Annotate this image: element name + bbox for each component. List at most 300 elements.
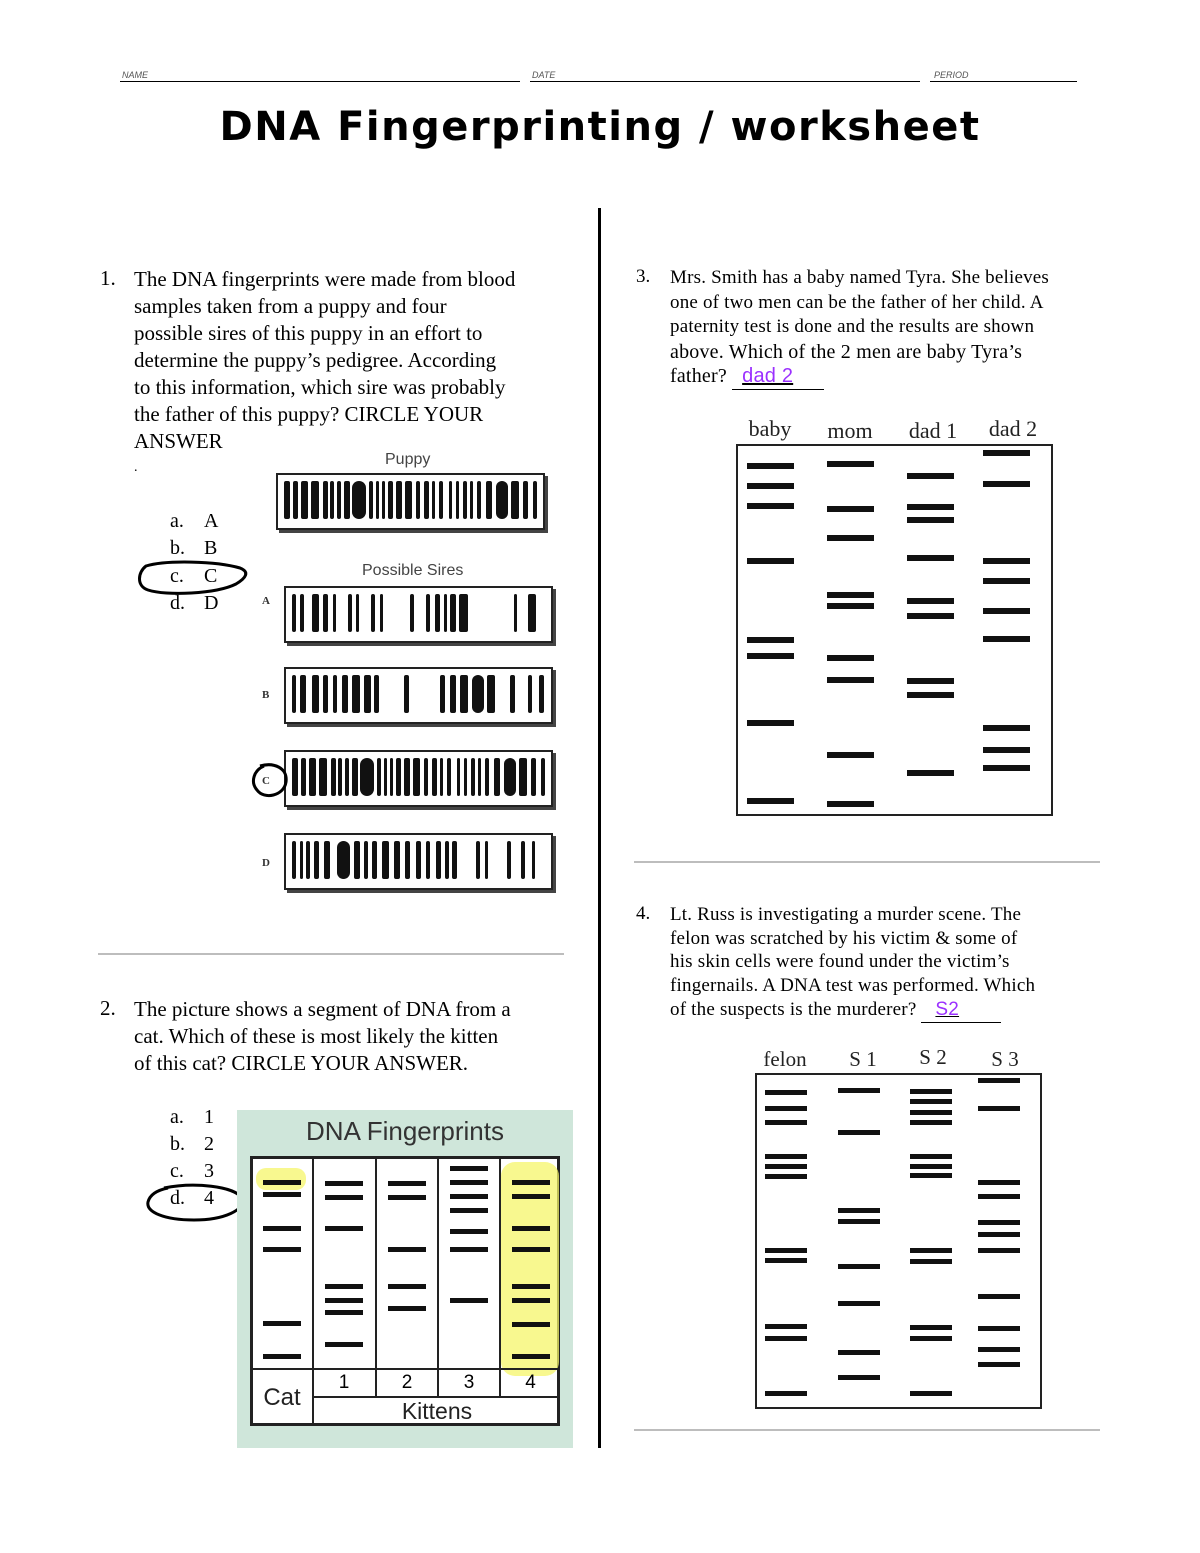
sire-a-band bbox=[410, 594, 414, 632]
q3-band-dad2 bbox=[983, 765, 1030, 771]
cat-band-k4 bbox=[512, 1354, 550, 1359]
sire-a-band bbox=[514, 594, 517, 632]
q2-line: The picture shows a segment of DNA from a bbox=[134, 997, 511, 1021]
puppy-band bbox=[396, 481, 402, 519]
q1-number: 1. bbox=[100, 266, 116, 290]
sire-d-band bbox=[445, 841, 449, 879]
q3-line: one of two men can be the father of her child. A bbox=[670, 291, 1044, 313]
q4-band-s3 bbox=[978, 1347, 1020, 1352]
q4-band-s2 bbox=[910, 1325, 952, 1330]
sire-d-band bbox=[416, 841, 421, 879]
q3-band-baby bbox=[747, 483, 794, 489]
sire-c-band bbox=[494, 758, 500, 796]
q3-band-baby bbox=[747, 637, 794, 643]
divider-q4 bbox=[634, 1429, 1100, 1431]
q4-band-felon bbox=[765, 1090, 807, 1095]
q2-line: of this cat? CIRCLE YOUR ANSWER. bbox=[134, 1051, 469, 1075]
cat-band-k4 bbox=[512, 1226, 550, 1231]
lane-divider bbox=[499, 1156, 501, 1398]
q4-band-s3 bbox=[978, 1362, 1020, 1367]
kitten-number-4: 4 bbox=[525, 1372, 536, 1393]
q3-answer: dad 2 bbox=[742, 365, 794, 387]
q4-band-s1 bbox=[838, 1350, 880, 1355]
q4-band-s2 bbox=[910, 1164, 952, 1169]
q3-band-baby bbox=[747, 463, 794, 469]
q4-band-s1 bbox=[838, 1208, 880, 1213]
sire-c-band bbox=[440, 758, 443, 796]
sire-b-band bbox=[323, 675, 328, 713]
option-text: B bbox=[204, 537, 218, 559]
cat-figure-title: DNA Fingerprints bbox=[306, 1116, 504, 1146]
sire-c-band bbox=[464, 758, 467, 796]
cat-band-cat bbox=[263, 1180, 301, 1185]
sire-c-band bbox=[471, 758, 475, 796]
q4-band-s3 bbox=[978, 1220, 1020, 1225]
puppy-band bbox=[416, 481, 420, 519]
sire-letter-d: D bbox=[262, 857, 270, 869]
q3-band-dad1 bbox=[907, 598, 954, 604]
q4-band-s1 bbox=[838, 1130, 880, 1135]
q3-band-mom bbox=[827, 677, 874, 683]
option-letter: c. bbox=[170, 1160, 184, 1182]
sire-d-band bbox=[507, 841, 511, 879]
q3-band-mom bbox=[827, 506, 874, 512]
sire-a-band bbox=[528, 594, 536, 632]
cat-band-k4 bbox=[512, 1194, 550, 1199]
sire-d-band bbox=[372, 841, 377, 879]
q4-band-felon bbox=[765, 1248, 807, 1253]
sire-b-band bbox=[440, 675, 445, 713]
sire-a-band bbox=[323, 594, 328, 632]
cat-band-k2 bbox=[388, 1181, 426, 1186]
q4-band-s3 bbox=[978, 1232, 1020, 1237]
q4-line: felon was scratched by his victim & some of bbox=[670, 927, 1018, 949]
cat-band-cat bbox=[263, 1354, 301, 1359]
q4-band-s2 bbox=[910, 1154, 952, 1159]
cat-band-k2 bbox=[388, 1306, 426, 1311]
q3-band-dad1 bbox=[907, 770, 954, 776]
sire-d-band bbox=[532, 841, 535, 879]
q4-col-felon: felon bbox=[763, 1047, 807, 1071]
sire-c-band bbox=[413, 758, 420, 796]
q4-band-felon bbox=[765, 1324, 807, 1329]
column-divider bbox=[598, 208, 601, 1448]
puppy-band bbox=[511, 481, 519, 519]
option-text: D bbox=[204, 592, 219, 614]
puppy-band bbox=[496, 481, 508, 519]
q4-band-s3 bbox=[978, 1194, 1020, 1199]
q2-line: cat. Which of these is most likely the kitten bbox=[134, 1024, 499, 1048]
sire-c-band bbox=[331, 758, 336, 796]
cat-band-k3 bbox=[450, 1194, 488, 1199]
cat-band-k1 bbox=[325, 1310, 363, 1315]
q3-band-dad1 bbox=[907, 692, 954, 698]
lane-divider bbox=[375, 1156, 377, 1398]
kitten-number-3: 3 bbox=[463, 1372, 475, 1393]
sire-a-band bbox=[312, 594, 319, 632]
sire-letter-c: C bbox=[262, 775, 270, 787]
puppy-band bbox=[301, 481, 308, 519]
q1-answer-circle bbox=[136, 558, 252, 598]
sire-c-band bbox=[504, 758, 516, 796]
q4-band-s2 bbox=[910, 1173, 952, 1178]
kittens-label: Kittens bbox=[401, 1398, 473, 1424]
option-text: A bbox=[204, 510, 219, 532]
sire-c-band bbox=[457, 758, 460, 796]
sire-c-band bbox=[309, 758, 316, 796]
sire-d-band bbox=[314, 841, 319, 879]
q4-number: 4. bbox=[636, 903, 651, 924]
q3-answer-blank bbox=[732, 364, 824, 390]
sire-b-band bbox=[342, 675, 348, 713]
cat-band-k4 bbox=[512, 1322, 550, 1327]
sire-letter-a: A bbox=[262, 595, 270, 607]
option-text: C bbox=[204, 565, 218, 587]
q4-band-felon bbox=[765, 1154, 807, 1159]
q4-band-s3 bbox=[978, 1180, 1020, 1185]
sire-d-band bbox=[426, 841, 430, 879]
q3-band-dad1 bbox=[907, 504, 954, 510]
q3-band-baby bbox=[747, 720, 794, 726]
sire-a-band bbox=[371, 594, 375, 632]
q4-band-s2 bbox=[910, 1391, 952, 1396]
sire-d-band bbox=[337, 841, 350, 879]
q3-band-mom bbox=[827, 592, 874, 598]
cat-band-k3 bbox=[450, 1229, 488, 1234]
q4-band-felon bbox=[765, 1336, 807, 1341]
q3-band-mom bbox=[827, 801, 874, 807]
puppy-band bbox=[311, 481, 319, 519]
sire-c-band bbox=[404, 758, 410, 796]
sire-letter-b: B bbox=[262, 689, 270, 701]
q4-band-s1 bbox=[838, 1088, 880, 1093]
sire-b-band bbox=[539, 675, 544, 713]
sire-b-band bbox=[460, 675, 468, 713]
cat-label-divider bbox=[250, 1368, 560, 1370]
q4-line: fingernails. A DNA test was performed. Which bbox=[670, 975, 1036, 997]
lane-divider bbox=[437, 1156, 439, 1398]
sire-b-band bbox=[300, 675, 306, 713]
sire-c-band bbox=[319, 758, 327, 796]
q1-line: determine the puppy’s pedigree. According bbox=[134, 348, 497, 372]
puppy-band bbox=[323, 481, 328, 519]
q4-text bbox=[670, 903, 1110, 1023]
puppy-band bbox=[284, 481, 290, 519]
q3-band-dad1 bbox=[907, 517, 954, 523]
sire-a-band bbox=[426, 594, 430, 632]
q3-line: paternity test is done and the results are shown bbox=[670, 316, 1035, 337]
cat-band-k1 bbox=[325, 1298, 363, 1303]
sire-d-band bbox=[324, 841, 330, 879]
sire-b-band bbox=[528, 675, 532, 713]
q4-line: his skin cells were found under the victim’s bbox=[670, 951, 1010, 973]
puppy-band bbox=[382, 481, 385, 519]
sire-d-band bbox=[382, 841, 389, 879]
q3-band-mom bbox=[827, 655, 874, 661]
q4-band-s1 bbox=[838, 1375, 880, 1380]
cat-highlight-left bbox=[256, 1168, 306, 1190]
q4-band-felon bbox=[765, 1164, 807, 1169]
cat-band-cat bbox=[263, 1247, 301, 1252]
q3-band-dad2 bbox=[983, 578, 1030, 584]
cat-band-k3 bbox=[450, 1247, 488, 1252]
sire-c-band bbox=[301, 758, 306, 796]
q3-band-dad2 bbox=[983, 450, 1030, 456]
sire-a-band bbox=[292, 594, 296, 632]
sire-c-band bbox=[531, 758, 536, 796]
q3-band-dad1 bbox=[907, 678, 954, 684]
q3-band-dad1 bbox=[907, 613, 954, 619]
sire-a-band bbox=[435, 594, 440, 632]
sire-b-band bbox=[472, 675, 484, 713]
sire-c-band bbox=[396, 758, 401, 796]
option-letter: d. bbox=[170, 592, 185, 614]
option-text: 2 bbox=[204, 1133, 214, 1155]
puppy-band bbox=[456, 481, 459, 519]
puppy-band bbox=[388, 481, 393, 519]
sire-c-circle bbox=[250, 760, 292, 802]
q3-band-baby bbox=[747, 798, 794, 804]
puppy-band bbox=[293, 481, 298, 519]
q4-band-s3 bbox=[978, 1326, 1020, 1331]
q3-text bbox=[670, 266, 1110, 390]
sire-d-band bbox=[452, 841, 457, 879]
q4-col-s2: S 2 bbox=[919, 1045, 947, 1069]
cat-band-k3 bbox=[450, 1208, 488, 1213]
sire-a-band bbox=[444, 594, 447, 632]
sire-b-band bbox=[374, 675, 379, 713]
name-line bbox=[120, 81, 520, 82]
q2-option-b[interactable] bbox=[170, 1133, 214, 1156]
q4-answer-blank bbox=[921, 998, 1001, 1023]
q4-band-s3 bbox=[978, 1294, 1020, 1299]
page-title: DNA Fingerprinting / worksheet bbox=[219, 104, 981, 150]
q3-band-dad2 bbox=[983, 558, 1030, 564]
cat-band-k3 bbox=[450, 1166, 488, 1171]
q4-col-s3: S 3 bbox=[991, 1047, 1019, 1071]
sire-a-band bbox=[300, 594, 304, 632]
q2-number: 2. bbox=[100, 996, 116, 1020]
puppy-band bbox=[449, 481, 452, 519]
sire-d-band bbox=[394, 841, 400, 879]
q3-number: 3. bbox=[636, 266, 651, 287]
q3-band-dad2 bbox=[983, 608, 1030, 614]
q1-line: ANSWER bbox=[134, 429, 223, 453]
puppy-band bbox=[470, 481, 473, 519]
sire-b-band bbox=[292, 675, 296, 713]
sire-a-band bbox=[333, 594, 336, 632]
sire-b-band bbox=[487, 675, 495, 713]
q2-option-a[interactable] bbox=[170, 1106, 214, 1129]
sire-b-band bbox=[312, 675, 319, 713]
sire-c-band bbox=[352, 758, 358, 796]
q4-band-felon bbox=[765, 1120, 807, 1125]
q3-gel-box bbox=[736, 444, 1053, 816]
sire-d-band bbox=[354, 841, 360, 879]
q4-band-s1 bbox=[838, 1219, 880, 1224]
puppy-band bbox=[432, 481, 435, 519]
sire-c-band bbox=[377, 758, 381, 796]
option-text: 4 bbox=[204, 1187, 214, 1209]
option-letter: b. bbox=[170, 1133, 185, 1155]
q1-line: the father of this puppy? CIRCLE YOUR bbox=[134, 402, 484, 426]
puppy-band bbox=[463, 481, 467, 519]
sire-a-band bbox=[459, 594, 468, 632]
sire-c-band bbox=[360, 758, 374, 796]
date-label: DATE bbox=[532, 70, 556, 80]
cat-band-k4 bbox=[512, 1284, 550, 1289]
cat-band-k2 bbox=[388, 1247, 426, 1252]
q1-text bbox=[134, 266, 574, 455]
sire-c-band bbox=[424, 758, 428, 796]
puppy-band bbox=[344, 481, 350, 519]
sire-b-band bbox=[352, 675, 360, 713]
option-text: 3 bbox=[204, 1160, 214, 1182]
kitten-number-2: 2 bbox=[401, 1372, 413, 1393]
q4-band-s1 bbox=[838, 1264, 880, 1269]
q3-band-baby bbox=[747, 558, 794, 564]
q3-last-prefix: father? bbox=[670, 365, 727, 387]
kitten-number-1: 1 bbox=[338, 1372, 350, 1393]
q3-band-baby bbox=[747, 653, 794, 659]
q2-option-c[interactable] bbox=[170, 1160, 214, 1183]
puppy-band bbox=[376, 481, 379, 519]
sire-c-band bbox=[485, 758, 489, 796]
sire-d-band bbox=[485, 841, 488, 879]
q4-band-s3 bbox=[978, 1248, 1020, 1253]
q2-text bbox=[134, 996, 574, 1077]
q4-band-s2 bbox=[910, 1089, 952, 1094]
q4-band-s1 bbox=[838, 1301, 880, 1306]
q3-col-mom: mom bbox=[827, 418, 873, 443]
q4-band-s2 bbox=[910, 1248, 952, 1253]
q4-band-felon bbox=[765, 1174, 807, 1179]
sire-c-band bbox=[338, 758, 342, 796]
puppy-band bbox=[369, 481, 373, 519]
q1-line: possible sires of this puppy in an effort to bbox=[134, 321, 483, 345]
sire-a-band bbox=[356, 594, 359, 632]
cat-band-k2 bbox=[388, 1195, 426, 1200]
q4-band-s3 bbox=[978, 1078, 1020, 1083]
possible-sires-label: Possible Sires bbox=[362, 562, 464, 579]
q1-option-a[interactable] bbox=[170, 510, 218, 533]
sire-d-band bbox=[521, 841, 525, 879]
q3-band-dad1 bbox=[907, 473, 954, 479]
cat-band-k1 bbox=[325, 1181, 363, 1186]
cat-band-k1 bbox=[325, 1226, 363, 1231]
sire-d-band bbox=[306, 841, 310, 879]
puppy-band bbox=[523, 481, 528, 519]
q4-band-s2 bbox=[910, 1336, 952, 1341]
sire-c-band bbox=[292, 758, 298, 796]
q4-band-felon bbox=[765, 1258, 807, 1263]
q4-band-felon bbox=[765, 1106, 807, 1111]
puppy-band bbox=[337, 481, 341, 519]
puppy-band bbox=[352, 481, 366, 519]
q4-band-s2 bbox=[910, 1110, 952, 1115]
sire-b-band bbox=[364, 675, 371, 713]
divider-q3 bbox=[634, 861, 1100, 863]
sire-d-band bbox=[476, 841, 480, 879]
q4-answer: S2 bbox=[935, 998, 960, 1020]
q4-band-s3 bbox=[978, 1106, 1020, 1111]
sire-d-band bbox=[436, 841, 441, 879]
q2-answer-circle bbox=[144, 1182, 246, 1224]
q3-band-baby bbox=[747, 503, 794, 509]
sire-b-band bbox=[404, 675, 409, 713]
sire-d-band bbox=[405, 841, 410, 879]
sire-c-band bbox=[519, 758, 527, 796]
period-line bbox=[930, 81, 1077, 82]
q3-last-line bbox=[670, 364, 1110, 390]
option-letter: d. bbox=[170, 1187, 185, 1209]
puppy-band bbox=[330, 481, 334, 519]
cat-label: Cat bbox=[263, 1384, 301, 1411]
q4-last-line bbox=[670, 998, 1110, 1023]
q3-band-dad1 bbox=[907, 555, 954, 561]
q1-option-b[interactable] bbox=[170, 537, 217, 560]
puppy-band bbox=[533, 481, 537, 519]
cat-band-k1 bbox=[325, 1284, 363, 1289]
q3-band-dad2 bbox=[983, 481, 1030, 487]
q4-col-s1: S 1 bbox=[849, 1047, 877, 1071]
puppy-band bbox=[424, 481, 429, 519]
sire-a-band bbox=[348, 594, 352, 632]
sire-c-band bbox=[447, 758, 451, 796]
sire-b-band bbox=[333, 675, 337, 713]
name-label: NAME bbox=[122, 70, 149, 80]
cat-band-k4 bbox=[512, 1298, 550, 1303]
sire-d-band bbox=[292, 841, 296, 879]
cat-band-k2 bbox=[388, 1284, 426, 1289]
q3-band-mom bbox=[827, 752, 874, 758]
cat-band-k3 bbox=[450, 1298, 488, 1303]
q3-line: Mrs. Smith has a baby named Tyra. She believes bbox=[670, 267, 1050, 288]
q3-col-dad2: dad 2 bbox=[988, 416, 1038, 441]
sire-c-band bbox=[478, 758, 481, 796]
q4-line: Lt. Russ is investigating a murder scene. The bbox=[670, 904, 1022, 925]
q4-band-s2 bbox=[910, 1259, 952, 1264]
q3-band-dad2 bbox=[983, 747, 1030, 753]
option-letter: c. bbox=[170, 565, 184, 587]
cat-band-k4 bbox=[512, 1180, 550, 1185]
sire-c-band bbox=[345, 758, 349, 796]
q1-dot: . bbox=[134, 460, 138, 475]
sire-c-band bbox=[432, 758, 437, 796]
divider-q1 bbox=[98, 953, 564, 955]
q4-band-s2 bbox=[910, 1099, 952, 1104]
sire-c-band bbox=[541, 758, 545, 796]
sire-a-band bbox=[450, 594, 456, 632]
puppy-band bbox=[477, 481, 481, 519]
date-line bbox=[530, 81, 920, 82]
q3-band-mom bbox=[827, 461, 874, 467]
option-text: 1 bbox=[204, 1106, 214, 1128]
cat-band-cat bbox=[263, 1321, 301, 1326]
q3-band-dad2 bbox=[983, 636, 1030, 642]
q3-col-dad1: dad 1 bbox=[908, 418, 958, 443]
option-letter: a. bbox=[170, 1106, 184, 1128]
q1-line: The DNA fingerprints were made from blood bbox=[134, 267, 516, 291]
cat-band-cat bbox=[263, 1192, 301, 1197]
cat-band-k4 bbox=[512, 1247, 550, 1252]
puppy-label: Puppy bbox=[385, 451, 431, 468]
cat-band-k1 bbox=[325, 1342, 363, 1347]
cat-band-k3 bbox=[450, 1180, 488, 1185]
q3-col-baby: baby bbox=[748, 416, 792, 441]
sire-b-band bbox=[510, 675, 515, 713]
period-label: PERIOD bbox=[934, 70, 969, 80]
